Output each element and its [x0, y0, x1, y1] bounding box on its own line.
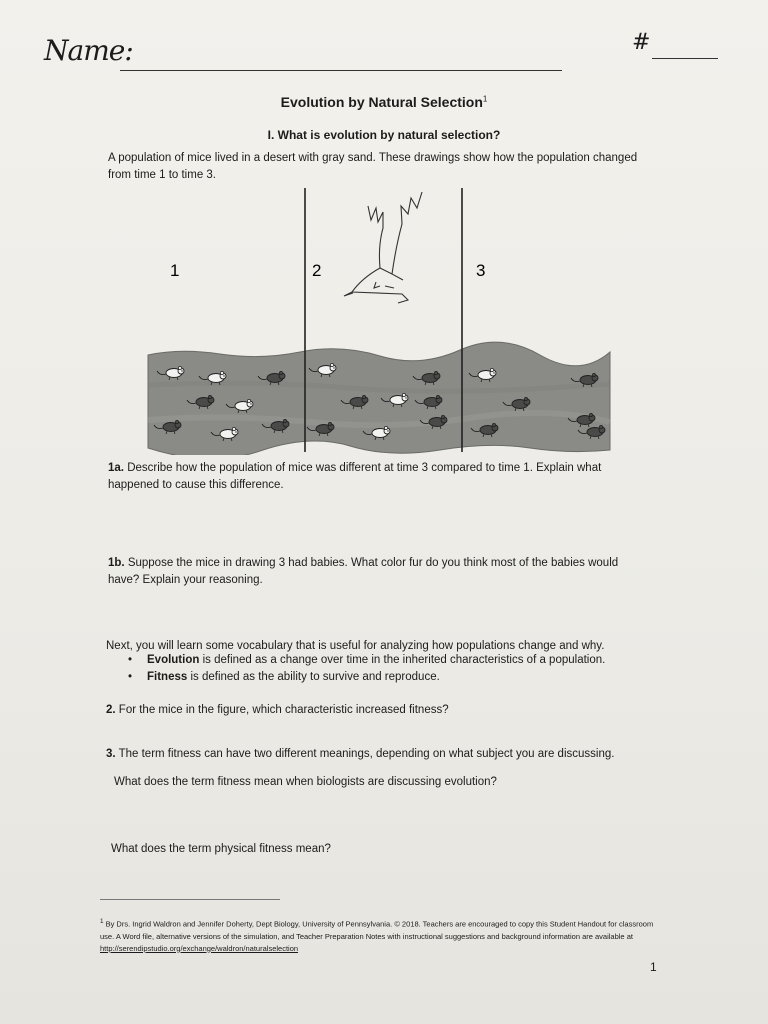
footnote-link[interactable]: http://serendipstudio.org/exchange/waldron/naturalselection: [100, 943, 299, 953]
question-1a: [108, 460, 653, 494]
vocab-intro: Next, you will learn some vocabulary that is useful for analyzing how populations change and why.: [106, 640, 605, 652]
question-3-number: 3.: [106, 748, 116, 760]
vocab-definition: is defined as a change over time in the inherited characteristics of a population.: [202, 654, 606, 666]
gray-sand-band: [148, 342, 610, 455]
question-3-part-2: What does the term physical fitness mean?: [111, 843, 331, 855]
hawk-drawing: [344, 192, 422, 303]
name-label: Name:: [44, 34, 133, 67]
section-heading: I. What is evolution by natural selection?: [267, 128, 501, 142]
vocab-definition: is defined as the ability to survive and reproduce.: [190, 671, 440, 683]
question-1b: [108, 555, 643, 589]
question-3: [106, 746, 686, 763]
number-blank-line: [652, 58, 718, 59]
question-2-text: For the mice in the figure, which characteristic increased fitness?: [118, 704, 449, 716]
name-blank-line: [120, 70, 562, 71]
title-footnote-mark: 1: [482, 94, 488, 104]
panel-label-1: 1: [170, 261, 180, 280]
vocab-list: [126, 652, 605, 686]
panel-label-2: 2: [312, 261, 322, 280]
vocab-item-fitness: [126, 669, 605, 686]
mice-population-figure: [140, 180, 620, 455]
question-2-number: 2.: [106, 704, 116, 716]
figure-drawing: [140, 180, 620, 455]
question-2: [106, 702, 666, 719]
title-text: Evolution by Natural Selection: [280, 94, 483, 110]
vocab-term: Fitness: [147, 671, 188, 683]
page-number: 1: [650, 960, 657, 974]
worksheet-title: [0, 94, 768, 110]
question-1a-number: 1a.: [108, 462, 124, 474]
question-1a-text: Describe how the population of mice was different at time 3 compared to time 1. Explain what happened to cause this difference.: [108, 462, 602, 491]
intro-paragraph: A population of mice lived in a desert with gray sand. These drawings show how the population changed from time 1 to time 3.: [108, 152, 638, 181]
question-3-part-1: What does the term fitness mean when biologists are discussing evolution?: [114, 776, 497, 788]
question-1b-text: Suppose the mice in drawing 3 had babies. What color fur do you think most of the babies would have? Explain your reasoning.: [108, 557, 619, 586]
footnote-rule: [100, 899, 280, 900]
panel-label-3: 3: [476, 261, 486, 280]
question-3-text: The term fitness can have two different meanings, depending on what subject you are discussing.: [118, 748, 615, 760]
footnote: [100, 916, 660, 955]
footnote-mark: 1: [100, 918, 104, 925]
vocab-term: Evolution: [147, 654, 200, 666]
footnote-text: By Drs. Ingrid Waldron and Jennifer Doherty, Dept Biology, University of Pennsylvania. © 2018. Teachers are encouraged to copy this Student Handout for classroom use. A Word file, alternative versions of the simulation, and Teacher Preparation Notes with instructional suggestions and background information are available at: [100, 919, 654, 941]
number-label: #: [632, 30, 651, 55]
vocab-item-evolution: [126, 652, 605, 669]
question-1b-number: 1b.: [108, 557, 125, 569]
